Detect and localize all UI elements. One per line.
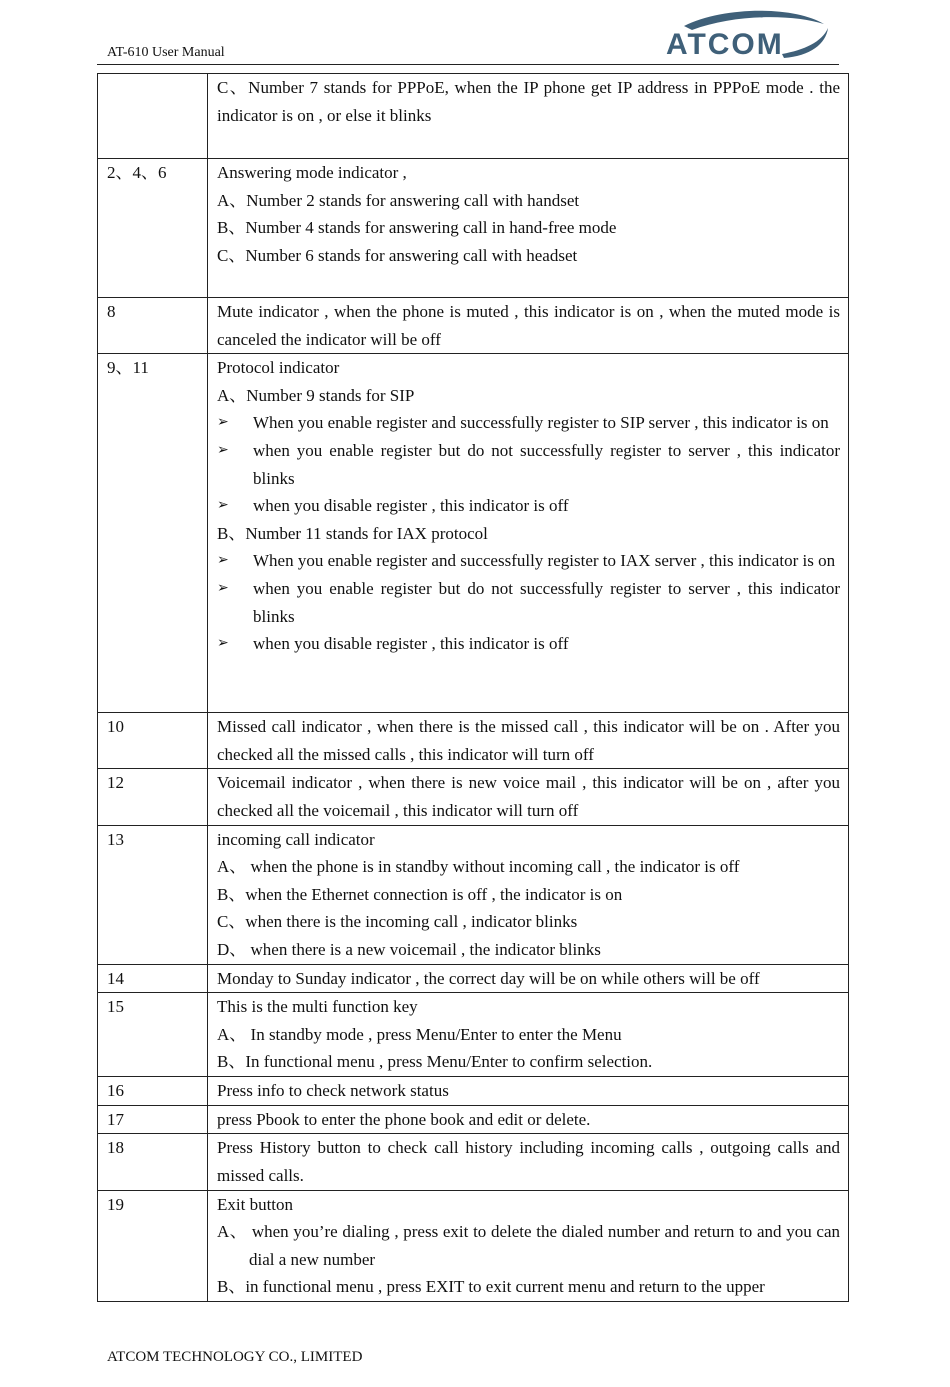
row-number: 8 — [98, 298, 208, 354]
manual-title: AT-610 User Manual — [107, 45, 225, 60]
bullet-text: when you disable register , this indicator is off — [253, 634, 569, 654]
description-line: Voicemail indicator , when there is new voice mail , this indicator will be on , after you checked all the voicemail , this indicator will turn off — [217, 773, 840, 820]
description-line: Exit button — [217, 1194, 294, 1214]
description-line: B、when the Ethernet connection is off , the indicator is on — [217, 884, 623, 904]
table-row — [98, 74, 849, 159]
bullet-item — [217, 575, 840, 630]
description-line: B、in functional menu , press EXIT to exit current menu and return to the upper — [217, 1277, 765, 1297]
row-number — [98, 74, 208, 159]
bullet-item — [217, 630, 840, 658]
table-row — [98, 1105, 849, 1134]
row-description — [208, 825, 849, 964]
table-row — [98, 713, 849, 769]
table-row — [98, 1190, 849, 1301]
row-description — [208, 298, 849, 354]
table-row — [98, 298, 849, 354]
description-line: B、Number 11 stands for IAX protocol — [217, 523, 488, 543]
atcom-logo-text: ATCOM — [666, 28, 784, 61]
row-number: 18 — [98, 1134, 208, 1190]
description-line: B、In functional menu , press Menu/Enter to confirm selection. — [217, 1052, 653, 1072]
description-line: press Pbook to enter the phone book and edit or delete. — [217, 1109, 591, 1129]
description-line: A、 In standby mode , press Menu/Enter to enter the Menu — [217, 1024, 622, 1044]
row-description — [208, 769, 849, 825]
row-description — [208, 1077, 849, 1106]
indicator-table — [97, 73, 849, 1302]
bullet-item — [217, 437, 840, 492]
description-line: Monday to Sunday indicator , the correct day will be on while others will be off — [217, 968, 760, 988]
description-line: A、Number 9 stands for SIP — [217, 385, 415, 405]
row-number: 15 — [98, 993, 208, 1077]
table-row — [98, 354, 849, 713]
description-line: C、Number 7 stands for PPPoE, when the IP phone get IP address in PPPoE mode . the indicator is on , or else it blinks — [217, 78, 840, 125]
table-row — [98, 159, 849, 298]
arrowhead-bullet-icon: ➢ — [217, 552, 229, 569]
arrowhead-bullet-icon: ➢ — [217, 579, 229, 596]
header-divider — [97, 64, 839, 65]
row-description — [208, 74, 849, 159]
row-description — [208, 993, 849, 1077]
row-number: 2、4、6 — [98, 159, 208, 298]
table-row — [98, 1077, 849, 1106]
arrowhead-bullet-icon: ➢ — [217, 414, 229, 431]
table-row — [98, 964, 849, 993]
row-description — [208, 1190, 849, 1301]
description-line: incoming call indicator — [217, 829, 375, 849]
description-line: Answering mode indicator , — [217, 163, 407, 182]
table-row — [98, 1134, 849, 1190]
page-footer: ATCOM TECHNOLOGY CO., LIMITED — [107, 1349, 363, 1365]
row-description — [208, 159, 849, 298]
description-line: Missed call indicator , when there is the missed call , this indicator will be on . After you checked all the missed calls , this indicator will turn off — [217, 717, 840, 764]
bullet-text: When you enable register and successfully register to IAX server , this indicator is on — [253, 551, 836, 571]
row-number: 9、11 — [98, 354, 208, 713]
row-number: 14 — [98, 964, 208, 993]
table-row — [98, 993, 849, 1077]
bullet-text: when you disable register , this indicator is off — [253, 496, 569, 516]
description-line: Press info to check network status — [217, 1081, 449, 1101]
description-line: D、 when there is a new voicemail , the indicator blinks — [217, 939, 601, 959]
description-line: A、Number 2 stands for answering call with handset — [217, 190, 580, 210]
table-row — [98, 825, 849, 964]
bullet-item — [217, 492, 840, 520]
bullet-item — [217, 409, 840, 437]
description-line: A、 when you’re dialing , press exit to delete the dialed number and return to and you can dial a new number — [217, 1222, 840, 1269]
row-number: 10 — [98, 713, 208, 769]
description-line: C、when there is the incoming call , indicator blinks — [217, 912, 578, 932]
row-description — [208, 354, 849, 713]
arrowhead-bullet-icon: ➢ — [217, 635, 229, 652]
description-line: This is the multi function key — [217, 997, 418, 1017]
bullet-item — [217, 547, 840, 575]
row-number: 17 — [98, 1105, 208, 1134]
bullet-text: when you enable register but do not successfully register to server , this indicator blinks — [253, 578, 840, 626]
row-number: 16 — [98, 1077, 208, 1106]
row-description — [208, 1105, 849, 1134]
description-line: Protocol indicator — [217, 358, 340, 378]
bullet-text: when you enable register but do not successfully register to server , this indicator blinks — [253, 440, 840, 488]
row-description — [208, 964, 849, 993]
description-line: Mute indicator , when the phone is muted , this indicator is on , when the muted mode is canceled the indicator will be off — [217, 302, 840, 349]
description-line: A、 when the phone is in standby without incoming call , the indicator is off — [217, 857, 740, 877]
row-number: 13 — [98, 825, 208, 964]
row-number: 12 — [98, 769, 208, 825]
arrowhead-bullet-icon: ➢ — [217, 441, 229, 458]
description-line: Press History button to check call history including incoming calls , outgoing calls and missed calls. — [217, 1138, 840, 1185]
row-description — [208, 713, 849, 769]
row-number: 19 — [98, 1190, 208, 1301]
description-line: B、Number 4 stands for answering call in hand-free mode — [217, 218, 617, 238]
arrowhead-bullet-icon: ➢ — [217, 497, 229, 514]
description-line: C、Number 6 stands for answering call with headset — [217, 245, 578, 265]
bullet-text: When you enable register and successfully register to SIP server , this indicator is on — [253, 413, 829, 433]
table-row — [98, 769, 849, 825]
row-description — [208, 1134, 849, 1190]
